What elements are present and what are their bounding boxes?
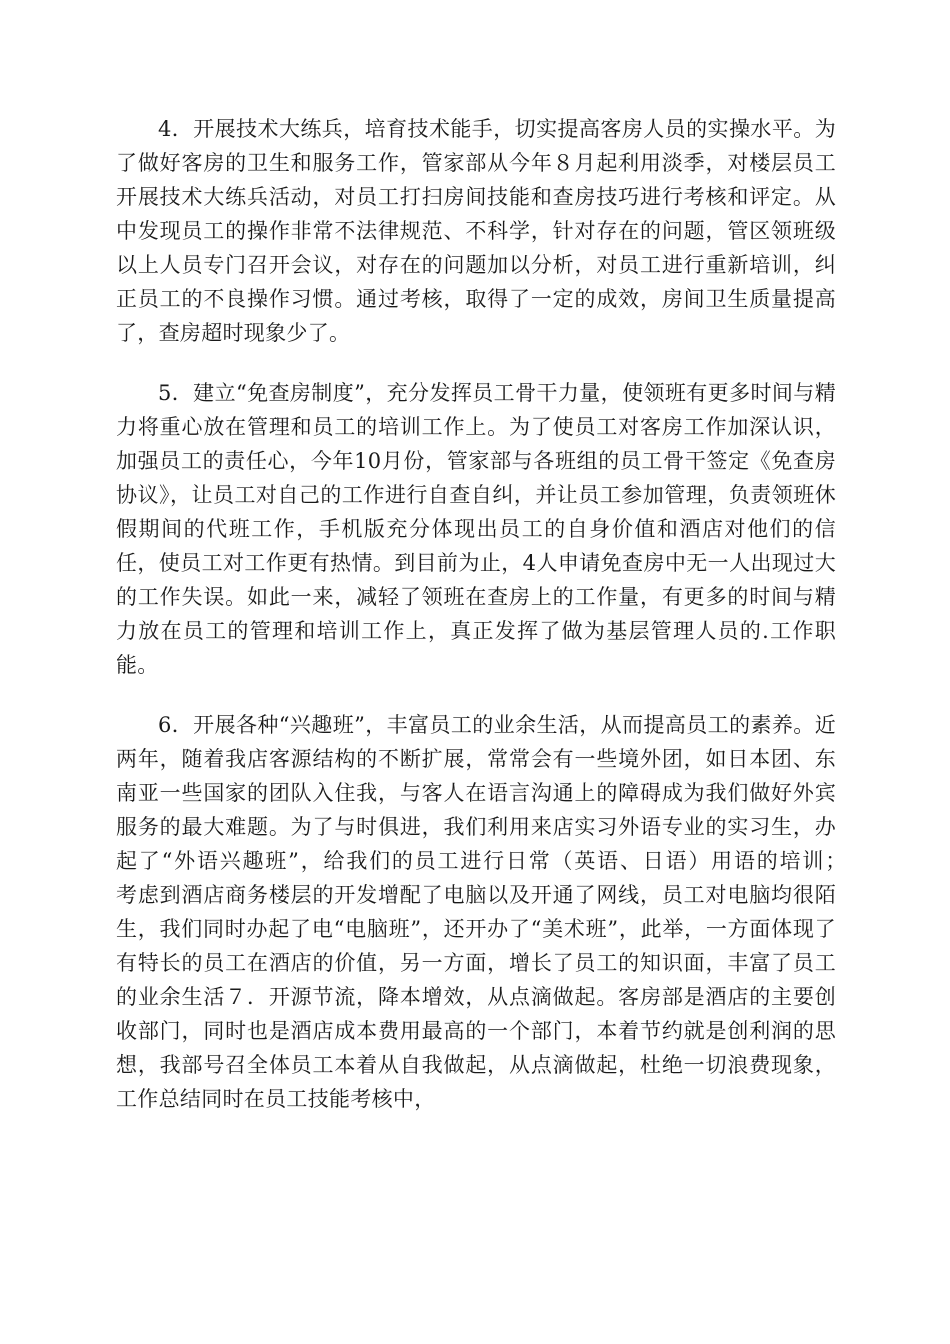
paragraph-item-5: 5．建立“免查房制度”，充分发挥员工骨干力量，使领班有更多时间与精力将重心放在管理和员工的培训工作上。为了使员工对客房工作加深认识，加强员工的责任心，今年10月份，管家部与各班组的员工骨干签定《免查房协议》，让员工对自己的工作进行自查自纠，并让员工参加管理，负责领班休假期间的代班工作，手机版充分体现出员工的自身价值和酒店对他们的信任，使员工对工作更有热情。到目前为止，4人申请免查房中无一人出现过大的工作失误。如此一来，减轻了领班在查房上的工作量，有更多的时间与精力放在员工的管理和培训工作上，真正发挥了做为基层管理人员的.工作职能。	[116, 381, 836, 677]
paragraph-item-6: 6．开展各种“兴趣班”，丰富员工的业余生活，从而提高员工的素养。近两年，随着我店客源结构的不断扩展，常常会有一些境外团，如日本团、东南亚一些国家的团队入住我，与客人在语言沟通上的障碍成为我们做好外宾服务的最大难题。为了与时俱进，我们利用来店实习外语专业的实习生，办起了“外语兴趣班”，给我们的员工进行日常（英语、日语）用语的培训； 考虑到酒店商务楼层的开发增配了电脑以及开通了网线，员工对电脑均很陌生，我们同时办起了电“电脑班”，还开办了“美术班”，此举，一方面体现了有特长的员工在酒店的价值，另一方面，增长了员工的知识面，丰富了员工的业余生活７．开源节流，降本增效，从点滴做起。客房部是酒店的主要创收部门，同时也是酒店成本费用最高的一个部门，本着节约就是创利润的思想，我部号召全体员工本着从自我做起，从点滴做起，杜绝一切浪费现象，工作总结同时在员工技能考核中，	[116, 713, 879, 1111]
document-body	[116, 112, 879, 1142]
paragraph-item-4: 4．开展技术大练兵，培育技术能手，切实提高客房人员的实操水平。为了做好客房的卫生和服务工作，管家部从今年８月起利用淡季，对楼层员工开展技术大练兵活动，对员工打扫房间技能和查房技巧进行考核和评定。从中发现员工的操作非常不法律规范、不科学，针对存在的问题，管区领班级以上人员专门召开会议，对存在的问题加以分析，对员工进行重新培训，纠正员工的不良操作习惯。通过考核，取得了一定的成效，房间卫生质量提高了，查房超时现象少了。	[116, 117, 836, 345]
